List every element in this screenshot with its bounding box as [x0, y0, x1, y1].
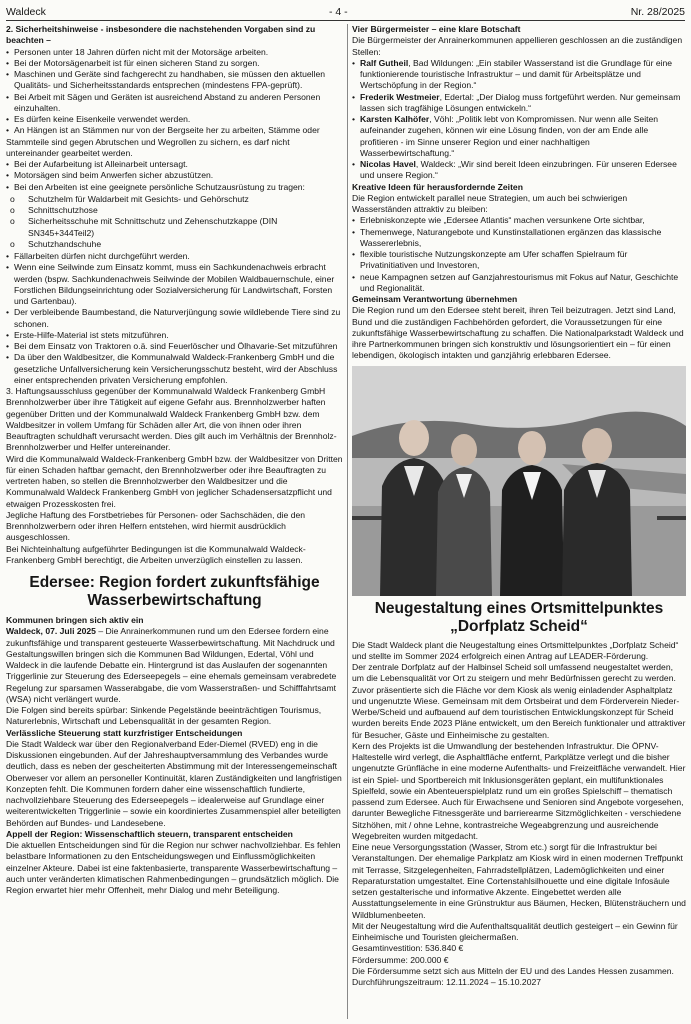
safety-item: • Es dürfen keine Eisenkeile verwendet werden. [6, 114, 343, 125]
article-subheading: Appell der Region: Wissenschaftlich steuern, transparent entscheiden [6, 828, 293, 839]
safety-item: • Bei dem Einsatz von Traktoren o.ä. sind Feuerlöscher und Ölhavarie-Set mitzuführen [6, 341, 343, 352]
ppe-list [6, 194, 343, 250]
ideas-heading: Kreative Ideen für herausfordernde Zeiten [352, 181, 523, 192]
liability-paragraph: Jegliche Haftung des Forstbetriebes für Personen- oder Sachschäden, die den Brennholzwerbern oder ihren Helfern entstehen, wird hiermit ausdrücklich ausgeschlossen. [6, 509, 306, 543]
ppe-item: o Schutzhandschuhe [6, 239, 343, 250]
column-divider [347, 24, 348, 1019]
photo-illustration [352, 366, 686, 596]
page-header [6, 5, 685, 19]
safety-item: • An Hängen ist an Stämmen nur von der Bergseite her zu arbeiten, Stämme oder [6, 125, 343, 136]
ppe-item: o Sicherheitsschuhe mit Schnittschutz und Zehenschutzkappe (DIN SN345+344Teil2) [6, 216, 343, 239]
safety-list-c [6, 251, 343, 386]
left-column [6, 24, 343, 1019]
article-paragraph: Die Folgen sind bereits spürbar: Sinkende Pegelstände beeinträchtigen Tourismus, Naturerlebnis, Wirtschaft und Lebensqualität in der gesamten Region. [6, 705, 322, 727]
mayor-name: Karsten Kalhöfer [360, 114, 430, 124]
idea-item: • Erlebniskonzepte wie „Edersee Atlantis“ machen versunkene Orte sichtbar, [352, 215, 686, 226]
ppe-item: o Schnittschutzhose [6, 205, 343, 216]
mayors-group-photo [352, 366, 686, 596]
liability-paragraph: Wird die Kommunalwald Waldeck-Frankenberg GmbH bzw. der Waldbesitzer von Dritten für einen Schaden haftbar gemacht, den Brennholzwerber oder ihre Beauftragten zu vertreten haben, so stellen die Brennholzwerber den Waldbesitzer und die Kommunalwald Waldeck Frankenberg GmbH von jeglicher Schadensersatzpflicht und etwaigen Prozesskosten frei. [6, 453, 343, 509]
idea-item: • neue Kampagnen setzen auf Ganzjahrestourismus mit Fokus auf Natur, Geschichte und Regionalität. [352, 272, 686, 295]
safety-item: • Maschinen und Geräte sind fachgerecht zu handhaben, sie müssen den aktuellen Qualitäts- und Sicherheitsstandards entsprechen (mindestens FPA-geprüft). [6, 69, 343, 92]
safety-item: • Wenn eine Seilwinde zum Einsatz kommt, muss ein Sachkundenachweis erbracht werden (bspw. Sachkundenachweis Seilwinde der Mobilen Waldbauernschule, einer Forstlichen Bildungseinrichtung oder Sozialversicherung für Landwirtschaft, Forsten und Gartenbau). [6, 262, 343, 307]
article-subheading: Verlässliche Steuerung statt kurzfristiger Entscheidungen [6, 727, 243, 738]
article-kicker: Kommunen bringen sich aktiv ein [6, 615, 144, 625]
liability-paragraph: Bei Nichteinhaltung aufgeführter Bedingungen ist die Kommunalwald Waldeck-Frankenberg GmbH berechtigt, die Arbeiten unverzüglich einstellen zu lassen. [6, 543, 306, 565]
article-dateline: Waldeck, 07. Juli 2025 [6, 626, 96, 637]
safety-item: • Bei den Arbeiten ist eine geeignete persönliche Schutzausrüstung zu tragen: [6, 182, 343, 193]
header-page-number: - 4 - [328, 6, 348, 18]
mayor-quote-text: , Waldeck: „Wir sind bereit Ideen einzubringen. Für unseren Edersee und unsere Region.“ [360, 159, 677, 181]
right-column [352, 24, 686, 1019]
safety-list-b [6, 159, 343, 193]
dorfplatz-paragraph: Mit der Neugestaltung wird die Aufenthaltsqualität deutlich gesteigert – ein Gewinn für Einheimische und Touristen gleichermaßen. [352, 920, 678, 942]
dorfplatz-paragraph: Der zentrale Dorfplatz auf der Halbinsel Scheid soll umfassend neugestaltet werden, um die Lebensqualität vor Ort zu steigern und mehr Bedürfnissen gerecht zu werden. Zuvor präsentierte sich die Fläche vor dem Kiosk als wenig einladender Asphaltplatz und ungenutzte Wiese. Gemeinsam mit dem Ortsbeirat und dem Förderverein Nieder-Werbe/Scheid und aufbauend auf dem touristischen Entwicklungskonzept für Scheid wurden bereits Ende 2023 Pläne entwickelt, um den Bereich funktionaler und attraktiver für Besucher, Gäste und Einheimische zu gestalten. [352, 662, 686, 740]
dorfplatz-paragraph: Eine neue Versorgungsstation (Wasser, Strom etc.) sorgt für die Infrastruktur bei Veranstaltungen. Der ehemalige Parkplatz am Kiosk wird in einen modernen Treffpunkt mit Terrasse, Sitzgelegenheiten, Fahrradstellplätzen, Lademöglichkeiten und einer Reparaturstation umgestaltet. Eine Cortenstahlsilhouette und eine digitale Infosäule setzen gestalterische und informative Akzente. Eingebettet werden alle Ausstattungselemente in eine Grünstruktur aus Bäumen, Hecken, Blütensträuchern und Wildblumenbeeten. [352, 842, 686, 920]
safety-item: • Der verbleibende Baumbestand, die Naturverjüngung sowie wildlebende Tiere sind zu schonen. [6, 307, 343, 330]
safety-item: • Bei der Aufarbeitung ist Alleinarbeit untersagt. [6, 159, 343, 170]
safety-list-a [6, 47, 343, 137]
idea-item: • Themenwege, Naturangebote und Kunstinstallationen ergänzen das klassische Wassererlebnis, [352, 227, 686, 250]
header-town: Waldeck [6, 6, 46, 18]
safety-text: Stammteile sind gegen Abrutschen und Wegrollen zu sichern, es darf nicht untereinander gearbeitet werden. [6, 136, 290, 158]
mayor-quote-text: , Vöhl: „Politik lebt von Kompromissen. Nur wenn alle Seiten aufeinander zugehen, können wir eine Lösung finden, von der am Ende alle profitieren - im Sinne unserer Region und einer nachhaltigen Wasserbewirtschaftung.“ [360, 114, 659, 158]
dorfplatz-paragraph: Kern des Projekts ist die Umwandlung der bestehenden Infrastruktur. Die ÖPNV-Haltestelle wird verlegt, die Asphaltfläche entfernt, Parkplätze verlegt und die bisher ungenutzte Grünfläche in eine moderne Aufenthalts- und Freizeitfläche verwandelt. Hier ist ein Spiel- und Sportbereich mit Inklusionsgeräten geplant, ein multifunktionales Spielfeld, sowie ein Abenteuerspielplatz rund um ein großes Spielschiff – thematisch passend zum Edersee. Auch für Erwachsene und Senioren sind Angebote vorgesehen, darunter Bewegliche Fitnessgeräte und barrierearme Sitzmöglichkeiten - verschiedene Sitzhöhen, mit / ohne Lehne, kontrastreiche Wegeabgrenzung und ausreichende Wegebreiten wurden mitgedacht. [352, 740, 686, 841]
article-paragraph: Die aktuellen Entscheidungen sind für die Region nur schwer nachvollziehbar. Es fehlen belastbare Informationen zu den Entscheidungswegen und Einflussmöglichkeiten einzelner Akteure. Dabei ist eine faktenbasierte, transparente Wasserbewirtschaftung – auch unter veränderten klimatischen Rahmenbedingungen – grundsätzlich möglich. Die Region erwartet hier mehr Offenheit, mehr Dialog und mehr Beteiligung. [6, 840, 341, 895]
safety-heading: 2. Sicherheitshinweise - insbesondere die nachstehenden Vorgaben sind zu beachten – [6, 24, 316, 46]
header-rule [6, 20, 685, 21]
edersee-article-title: Edersee: Region fordert zukunftsfähige Wasserbewirtschaftung [29, 574, 320, 609]
funding-amount: Fördersumme: 200.000 € [352, 954, 449, 965]
execution-period: Durchführungszeitraum: 12.11.2024 – 15.10.2027 [352, 977, 542, 987]
ideas-list [352, 215, 686, 294]
mayors-heading: Vier Bürgermeister – eine klare Botschaft [352, 24, 521, 34]
mayor-quote-text: , Edertal: „Der Dialog muss fortgeführt werden. Nur gemeinsam lassen sich tragfähige Lösungen entwickeln.“ [360, 91, 681, 113]
safety-item: • Motorsägen sind beim Anwerfen sicher abzustützen. [6, 170, 343, 181]
dorfplatz-article-title: Neugestaltung eines Ortsmittelpunktes „Dorfplatz Scheid“ [374, 599, 664, 635]
mayor-quote-text: , Bad Wildungen: „Ein stabiler Wasserstand ist die Grundlage für eine funktionierende touristische Infrastruktur – und damit für Arbeitsplätze und Wertschöpfung in der Region.“ [360, 57, 673, 91]
funding-source: Die Fördersumme setzt sich aus Mitteln der EU und des Landes Hessen zusammen. [352, 965, 674, 976]
responsibility-heading: Gemeinsam Verantwortung übernehmen [352, 294, 518, 304]
safety-item: • Personen unter 18 Jahren dürfen nicht mit der Motorsäge arbeiten. [6, 47, 343, 58]
liability-paragraph: 3. Haftungsausschluss gegenüber der Kommunalwald Waldeck Frankenberg GmbH Brennholzwerber über ihre Tätigkeit auf eigene Gefahr aus. Brennholzwerber haften gegenüber Dritten und der Kommunalwald Waldeck Frankenberg GmbH bzw. dem Waldbesitzer in vollem Umfang für Schäden aller Art, die von ihnen oder ihren Beauftragten schuldhaft verursacht werden. Dies gilt auch im Verhältnis der Brennholz-Brennholzwerber und Helfer untereinander. [6, 386, 337, 453]
mayor-quote [352, 114, 686, 159]
mayors-intro: Die Bürgermeister der Anrainerkommunen appellieren geschlossen an die zuständigen Stellen: [352, 35, 683, 57]
safety-item: • Bei Arbeit mit Sägen und Geräten ist ausreichend Abstand zu anderen Personen einzuhalten. [6, 92, 343, 115]
idea-item: • flexible touristische Nutzungskonzepte am Ufer schaffen Spielraum für Privatinitiativen und Investoren, [352, 249, 686, 272]
mayor-name: Nicolas Havel [360, 159, 416, 169]
mayor-quotes [352, 58, 686, 182]
mayor-quote [352, 92, 686, 115]
article-paragraph [6, 626, 343, 705]
ideas-intro: Die Region entwickelt parallel neue Strategien, um auch bei schwierigen Wasserständen attraktiv zu bleiben: [352, 192, 628, 214]
mayor-name: Ralf Gutheil [360, 57, 409, 68]
safety-item: • Bei der Motorsägenarbeit ist für einen sicheren Stand zu sorgen. [6, 58, 343, 69]
article-paragraph: Die Stadt Waldeck war über den Regionalverband Eder-Diemel (RVED) eng in die Diskussionen eingebunden. Auf der Jahreshauptversammlung des Verbandes wurde deutlich, dass es neben der gescheiterten Abstimmung mit der Interessengemeinschaft Oberweser vor allem an personeller Kontinuität, klaren Zuständigkeiten und langfristigen Konzepten fehlt. Die Kommunen fordern daher eine wissenschaftlich fundierte, nachvollziehbare Steuerung des Ederseepegels – idealerweise auf Grundlage einer weiterentwickelten Triggerlinie – sowie ein koordiniertes Zusammenspiel aller beteiligten Behörden auf Bundes- und Landesebene. [6, 738, 342, 828]
mayor-quote [352, 58, 686, 92]
header-issue: Nr. 28/2025 [630, 6, 685, 18]
safety-item: • Fällarbeiten dürfen nicht durchgeführt werden. [6, 251, 343, 262]
ppe-item: o Schutzhelm für Waldarbeit mit Gesichts- und Gehörschutz [6, 194, 343, 205]
article-lead-text: – Die Anrainerkommunen rund um den Edersee fordern eine zukunftsfähige und transparent gesteuerte Wasserbewirtschaftung. Mit Nachdruck und Gestaltungswillen bringen sich die Kommunen Bad Wildungen, Edertal, Vöhl und Waldeck in die laufende Debatte ein. Hintergrund ist das Auslaufen der sogenannten Triggerlinie zur Steuerung des Ederseepegels – eine ehemals gemeinsam verabredete Regelung zur sparsamen Wasserabgabe, die vom Wasserstraßen- und Schifffahrtsamt (WSA) nicht verlängert wurde. [6, 626, 337, 704]
total-investment: Gesamtinvestition: 536.840 € [352, 943, 464, 954]
safety-item: • Erste-Hilfe-Material ist stets mitzuführen. [6, 330, 343, 341]
mayor-quote [352, 159, 686, 182]
safety-item: • Da über den Waldbesitzer, die Kommunalwald Waldeck-Frankenberg GmbH und die gesetzliche Unfallversicherung kein Versicherungsschutz besteht, wird der Abschluss einer entsprechenden privaten Versicherung empfohlen. [6, 352, 343, 386]
mayor-name: Frederik Westmeier [360, 91, 440, 102]
responsibility-text: Die Region rund um den Edersee steht bereit, ihren Teil beizutragen. Jetzt sind Land, Bund und die zuständigen Fachbehörden gefordert, die Voraussetzungen für eine zukunftsfähige Wasserbewirtschaftung zu schaffen. Die Nationalparkstadt Waldeck und ihre Partnerkommunen bringen sich konstruktiv und lösungsorientiert ein – für einen lebendigen, ökologisch intakten und ganzjährig erlebbaren Edersee. [352, 305, 684, 361]
dorfplatz-paragraph: Die Stadt Waldeck plant die Neugestaltung eines Ortsmittelpunktes „Dorfplatz Scheid“ und stellte im Sommer 2024 erfolgreich einen Antrag auf LEADER-Förderung. [352, 639, 679, 661]
